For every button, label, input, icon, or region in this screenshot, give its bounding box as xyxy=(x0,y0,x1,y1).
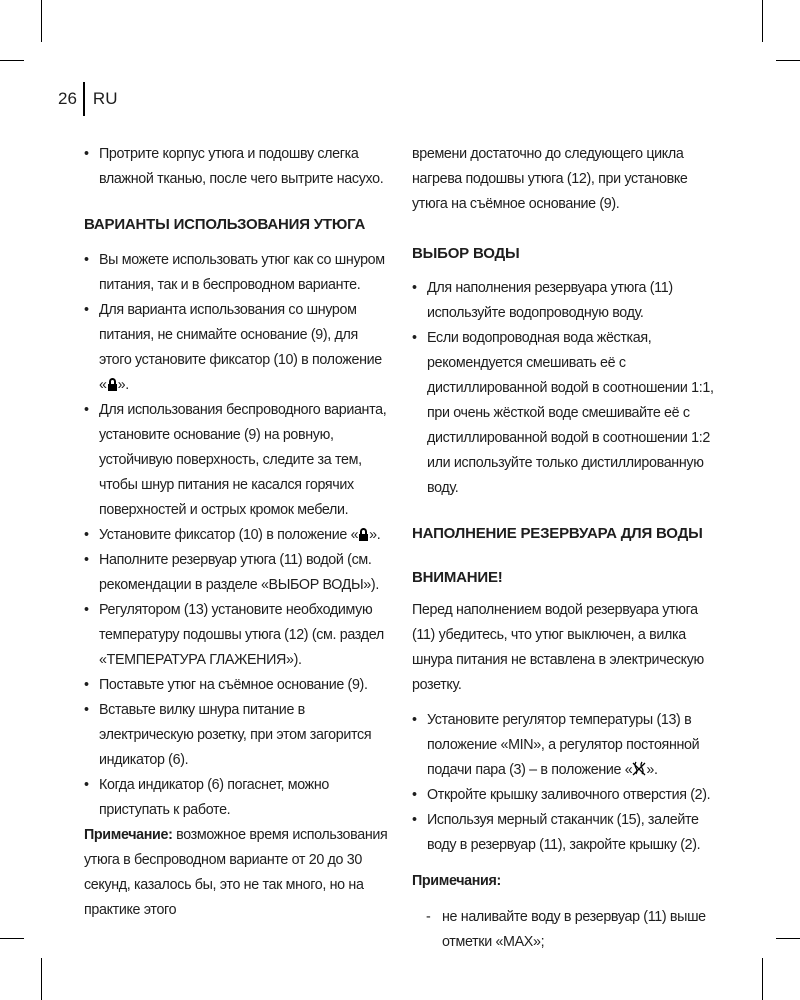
filling-list xyxy=(412,708,718,858)
notes-list xyxy=(412,905,718,955)
notes-title: Примечания: xyxy=(412,873,501,889)
language-code: RU xyxy=(92,89,118,108)
list-item: • Для использования беспроводного варианта, установите основание (9) на ровную, устойчивую поверхность, следите за тем, чтобы шнур питания не касался горячих поверхностей и острых кромок мебели. xyxy=(84,398,390,523)
crop-mark xyxy=(762,0,763,42)
list-item: • Когда индикатор (6) погаснет, можно приступать к работе. xyxy=(84,773,390,823)
crop-mark xyxy=(0,938,24,939)
list-item: - не наливайте воду в резервуар (11) выше отметки «MAX»; xyxy=(412,905,718,955)
page-header xyxy=(58,84,117,114)
crop-mark xyxy=(776,60,800,61)
warning-paragraph: Перед наполнением водой резервуара утюга (11) убедитесь, что утюг выключен, а вилка шнура питания не вставлена в электрическую розетку. xyxy=(412,602,704,693)
note-label: Примечание: xyxy=(84,827,173,843)
list-item: • Протрите корпус утюга и подошву слегка влажной тканью, после чего вытрите насухо. xyxy=(84,142,390,192)
note-paragraph: Примечание: возможное время использования утюга в беспроводном варианте от 20 до 30 секунд, казалось бы, это не так много, но на практике этого xyxy=(84,827,388,918)
crop-mark xyxy=(41,0,42,42)
list-item: • Откройте крышку заливочного отверстия (2). xyxy=(412,783,718,808)
steam-off-icon xyxy=(632,761,646,777)
list-item: • Для наполнения резервуара утюга (11) используйте водопроводную воду. xyxy=(412,276,718,326)
list-item: • Для варианта использования со шнуром питания, не снимайте основание (9), для этого установите фиксатор (10) в положение « ». xyxy=(84,298,390,398)
right-column xyxy=(412,142,718,955)
usage-list xyxy=(84,248,390,823)
water-list xyxy=(412,276,718,501)
intro-list xyxy=(84,142,390,192)
section-title-usage-options: ВАРИАНТЫ ИСПОЛЬЗОВАНИЯ УТЮГА xyxy=(84,216,366,233)
continuation-paragraph: времени достаточно до следующего цикла нагрева подошвы утюга (12), при установке утюга на съёмное основание (9). xyxy=(412,146,688,212)
warning-title: ВНИМАНИЕ! xyxy=(412,569,503,586)
crop-mark xyxy=(762,958,763,1000)
left-column xyxy=(84,142,390,923)
list-item: • Установите фиксатор (10) в положение « ». xyxy=(84,523,390,548)
crop-mark xyxy=(776,938,800,939)
section-title-filling: НАПОЛНЕНИЕ РЕЗЕРВУАРА ДЛЯ ВОДЫ xyxy=(412,525,703,542)
header-divider xyxy=(83,82,85,116)
list-item: • Если водопроводная вода жёсткая, рекомендуется смешивать её с дистиллированной водой в соотношении 1:1, при очень жёсткой воде смешивайте её с дистиллированной водой в соотношении 1:2 или используйте только дистиллированную воду. xyxy=(412,326,718,501)
lock-icon xyxy=(359,528,368,541)
list-item: • Регулятором (13) установите необходимую температуру подошвы утюга (12) (см. раздел «ТЕМПЕРАТУРА ГЛАЖЕНИЯ»). xyxy=(84,598,390,673)
crop-mark xyxy=(41,958,42,1000)
lock-icon xyxy=(108,378,117,391)
page-number: 26 xyxy=(58,89,77,108)
list-item: • Вставьте вилку шнура питание в электрическую розетку, при этом загорится индикатор (6). xyxy=(84,698,390,773)
list-item: • Вы можете использовать утюг как со шнуром питания, так и в беспроводном варианте. xyxy=(84,248,390,298)
section-title-water-choice: ВЫБОР ВОДЫ xyxy=(412,245,520,262)
list-item: • Наполните резервуар утюга (11) водой (см. рекомендации в разделе «ВЫБОР ВОДЫ»). xyxy=(84,548,390,598)
crop-mark xyxy=(0,60,24,61)
list-item: • Установите регулятор температуры (13) в положение «MIN», а регулятор постоянной подачи пара (3) – в положение « ». xyxy=(412,708,718,783)
list-item: • Используя мерный стаканчик (15), залейте воду в резервуар (11), закройте крышку (2). xyxy=(412,808,718,858)
list-item: • Поставьте утюг на съёмное основание (9). xyxy=(84,673,390,698)
